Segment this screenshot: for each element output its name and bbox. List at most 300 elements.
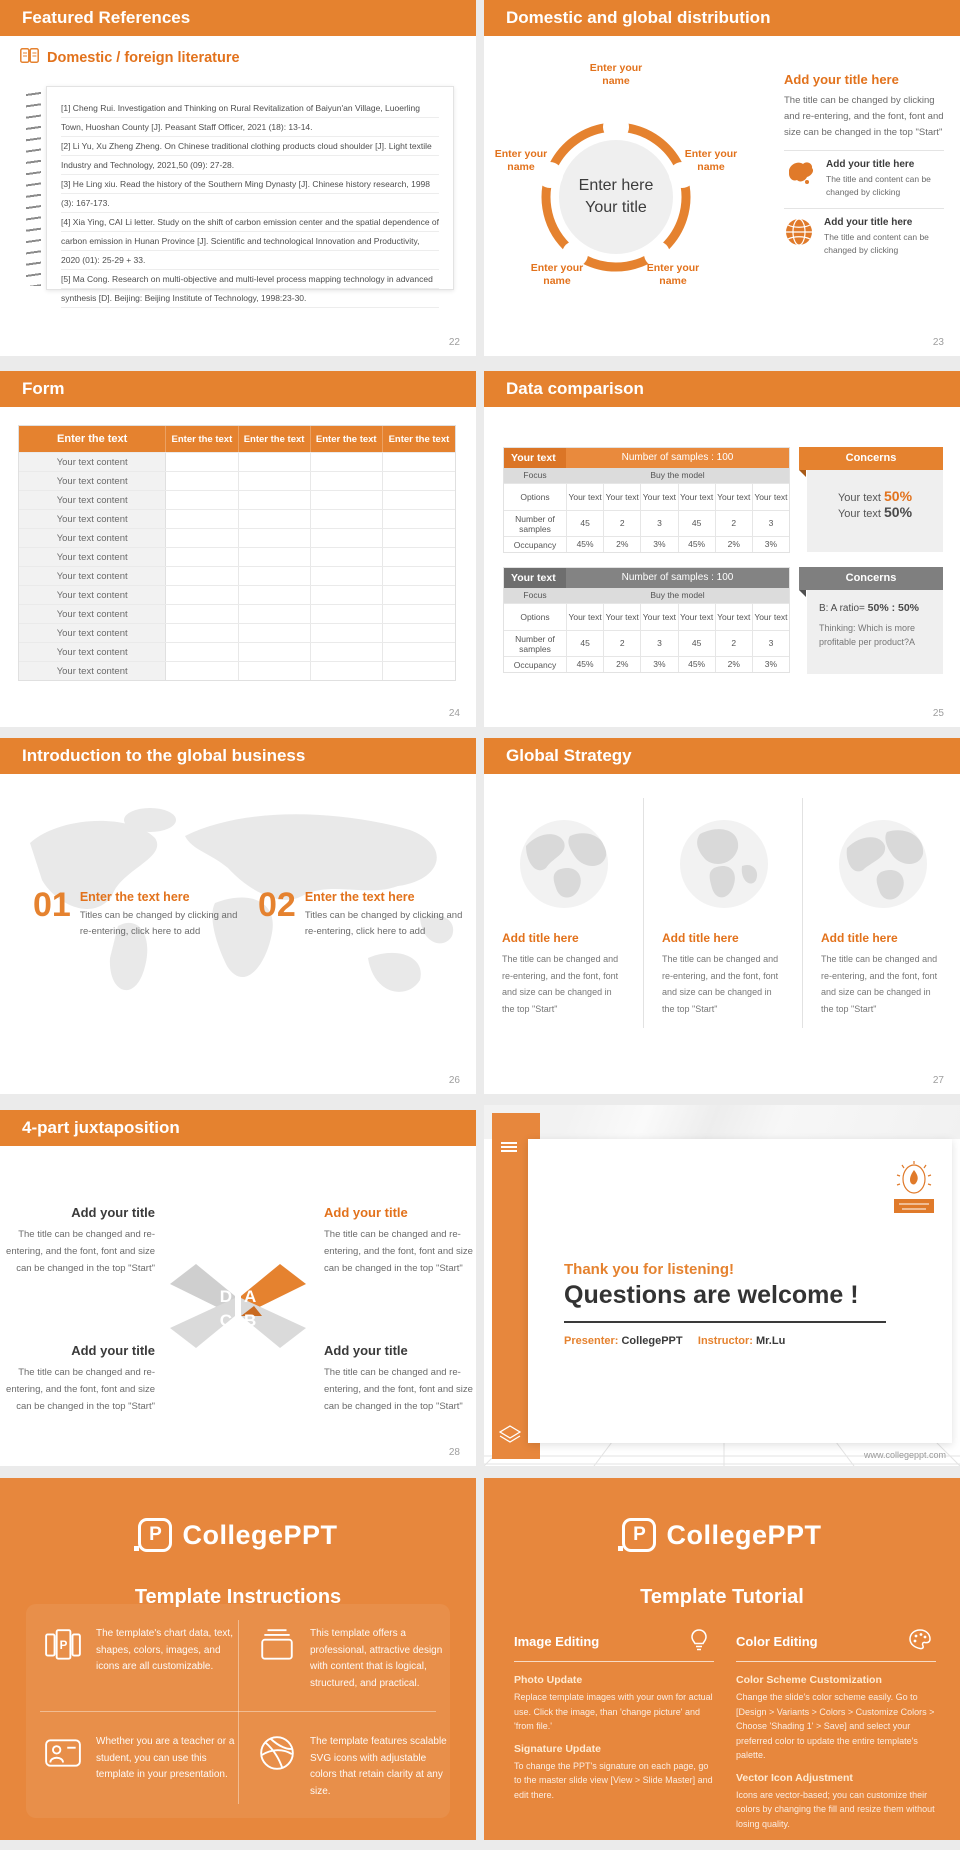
block-body: The title can be changed and re-entering, and the font, font and size can be changed in the top "Start" <box>324 1367 473 1412</box>
cell: 2% <box>603 537 640 552</box>
section-title: Vector Icon Adjustment <box>736 1771 853 1784</box>
svg-ball-icon <box>258 1734 296 1772</box>
open-book-icon <box>20 48 39 68</box>
cell: Your text <box>715 484 752 510</box>
focus-label: Focus <box>523 590 547 600</box>
brand-name: CollegePPT <box>666 1519 822 1550</box>
cell: Your text <box>678 604 715 630</box>
row-label: Your text content <box>19 586 166 604</box>
empty-cell <box>239 605 311 623</box>
cell: 45% <box>566 657 603 672</box>
university-logo <box>892 1161 936 1219</box>
table-row <box>19 528 455 547</box>
comparison-table-orange <box>503 447 790 553</box>
panel-item-title: Add your title here <box>826 159 915 170</box>
cell: Your text <box>640 484 677 510</box>
slide-25-header: Data comparison <box>484 371 960 407</box>
table-row <box>19 661 455 680</box>
occupancy-row <box>504 536 789 552</box>
ratio-value: 50% : 50% <box>867 602 920 614</box>
slide-25-data-comparison[interactable] <box>484 371 960 727</box>
empty-cell <box>166 491 238 509</box>
instruction-item <box>44 1626 244 1676</box>
empty-cell <box>311 491 383 509</box>
letter-b: B <box>244 1311 257 1330</box>
table-row <box>19 623 455 642</box>
panel-item-text <box>826 159 944 199</box>
options-row <box>504 483 789 510</box>
item-title: Enter the text here <box>79 890 190 904</box>
instruction-text: The template features scalable SVG icons with adjustable colors that retain clarity at any size. <box>310 1736 447 1797</box>
empty-cell <box>166 453 238 471</box>
concerns-note: Thinking: Which is more profitable per product?A <box>819 623 916 647</box>
row-label: Your text content <box>19 548 166 566</box>
table-row <box>19 490 455 509</box>
row-label: Options <box>520 492 550 502</box>
slide-23-header: Domestic and global distribution <box>484 0 960 36</box>
row-label: Number of samples <box>515 633 555 654</box>
panel-title: Template Instructions <box>134 1586 342 1608</box>
empty-cell <box>166 548 238 566</box>
slide-27-global-strategy[interactable] <box>484 738 960 1094</box>
table-row <box>19 604 455 623</box>
table-row <box>19 642 455 661</box>
panel-item <box>784 150 944 199</box>
china-map-icon <box>784 159 816 199</box>
empty-cell <box>383 548 455 566</box>
form-col-header: Enter the text <box>166 426 238 452</box>
design-tray-icon <box>258 1626 296 1664</box>
cell: 3 <box>752 631 789 656</box>
thank-you-card <box>528 1139 952 1443</box>
table-subtitle: Number of samples : 100 <box>566 448 789 468</box>
thank-you-subtitle: Thank you for listening! <box>564 1261 735 1278</box>
block-body: The title can be changed and re-entering, and the font, font and size can be changed in the top "Start" <box>324 1229 473 1274</box>
text-block-bottom-left <box>5 1343 155 1415</box>
focus-value: Buy the model <box>650 590 705 600</box>
reference-item: [1] Cheng Rui. Investigation and Thinking on Rural Revitalization of Baiyun'an Village, Luoerling Town, Huoshan County [J]. Peasant Staff Officer, 2021 (18): 13-14. <box>61 103 421 132</box>
page-number: 28 <box>448 1447 460 1458</box>
spiral-binding-icon <box>26 90 41 286</box>
empty-cell <box>239 643 311 661</box>
focus-label: Focus <box>523 470 547 480</box>
letter-d: D <box>219 1287 232 1306</box>
tutorial-header-label: Color Editing <box>736 1634 818 1649</box>
diagram-node-label: Enter your name <box>494 148 548 173</box>
numbered-item-1 <box>33 888 250 940</box>
options-row <box>504 603 789 630</box>
text-block-top-left <box>5 1205 155 1277</box>
block-body: The title can be changed and re-entering, and the font, font and size can be changed in the top "Start" <box>6 1367 155 1412</box>
row-label: Your text content <box>19 529 166 547</box>
panel-item <box>784 208 944 257</box>
section-title: Domestic / foreign literature <box>47 50 240 66</box>
slide-24-header: Form <box>0 371 476 407</box>
instruction-text: Whether you are a teacher or a student, you can use this template in your presentation. <box>96 1736 235 1780</box>
samples-row <box>504 510 789 536</box>
section-body: Replace template images with your own for actual use. Click the image, than 'change picture' and 'from file.' <box>514 1692 713 1731</box>
section-title: Signature Update <box>514 1742 601 1755</box>
empty-cell <box>383 662 455 680</box>
empty-cell <box>166 605 238 623</box>
instructor-name: Mr.Lu <box>755 1335 786 1347</box>
presenter-name: CollegePPT <box>621 1335 683 1347</box>
diagram-node-label: Enter your name <box>684 148 738 173</box>
cell: 45 <box>566 631 603 656</box>
empty-cell <box>383 510 455 528</box>
slide-24-form[interactable] <box>0 371 476 727</box>
empty-cell <box>239 586 311 604</box>
empty-cell <box>166 510 238 528</box>
empty-cell <box>166 472 238 490</box>
column-title: Add title here <box>821 931 898 945</box>
table-title: Your text <box>504 448 566 468</box>
slide-28-header: 4-part juxtaposition <box>0 1110 476 1146</box>
column-body: The title can be changed and re-entering, and the font, font and size can be changed in the top "Start" <box>502 954 619 1014</box>
ratio-label: B: A ratio= <box>819 603 865 614</box>
cell: 45% <box>678 657 715 672</box>
underline-rule <box>564 1321 886 1323</box>
concerns-body <box>807 590 943 674</box>
slide-28-four-part[interactable] <box>0 1110 476 1466</box>
slide-26-global-business[interactable] <box>0 738 476 1094</box>
cell: 2% <box>715 537 752 552</box>
cell: 3 <box>640 511 677 536</box>
teacher-card-icon <box>44 1734 82 1772</box>
cell: 2% <box>603 657 640 672</box>
empty-cell <box>383 586 455 604</box>
block-title: Add your title <box>324 1205 408 1220</box>
empty-cell <box>311 453 383 471</box>
globe-graphic <box>678 818 770 910</box>
section-title: Color Scheme Customization <box>736 1674 882 1686</box>
samples-row <box>504 630 789 656</box>
panel-template-tutorial <box>484 1478 960 1840</box>
layers-icon <box>499 1425 521 1445</box>
reference-item: [3] He Ling xiu. Read the history of the Southern Ming Dynasty [J]. Chinese history research, 1998 (3): 167-173. <box>61 179 430 208</box>
row-label: Your text content <box>19 567 166 585</box>
empty-cell <box>311 548 383 566</box>
empty-cell <box>239 548 311 566</box>
form-col-header: Enter the text <box>19 426 166 452</box>
tutorial-section <box>736 1772 936 1832</box>
globe-graphic <box>837 818 929 910</box>
tutorial-header <box>736 1634 936 1662</box>
empty-cell <box>383 624 455 642</box>
row-label: Your text content <box>19 643 166 661</box>
cell: 3% <box>752 657 789 672</box>
ratio-line <box>807 590 943 614</box>
table-row <box>19 566 455 585</box>
instruction-text: The template's chart data, text, shapes, colors, images, and icons are all customizable. <box>96 1628 233 1672</box>
empty-cell <box>383 491 455 509</box>
instructor-label: Instructor: <box>697 1335 753 1347</box>
row-label: Occupancy <box>513 659 557 670</box>
empty-cell <box>239 491 311 509</box>
item-text <box>305 888 475 940</box>
brand-name: CollegePPT <box>182 1519 338 1550</box>
cell: Your text <box>566 484 603 510</box>
section-title: Photo Update <box>514 1674 583 1686</box>
section-body: To change the PPT's signature on each page, go to the master slide view [View > Slide Master] and edit there. <box>514 1760 713 1800</box>
numbered-item-2 <box>258 888 475 940</box>
slide-26-header: Introduction to the global business <box>0 738 476 774</box>
tutorial-section <box>736 1674 936 1763</box>
item-text <box>80 888 250 940</box>
panel-item-body: The title and content can be changed by clicking <box>826 174 931 197</box>
presenter-row <box>564 1335 785 1347</box>
cell: 45% <box>678 537 715 552</box>
cell: Your text <box>603 604 640 630</box>
empty-cell <box>166 624 238 642</box>
empty-cell <box>239 453 311 471</box>
cell: 45 <box>678 511 715 536</box>
cell: 3 <box>640 631 677 656</box>
slide-thank-you[interactable] <box>484 1105 960 1466</box>
reference-item: [4] Xia Ying, CAI Li letter. Study on the shift of carbon emission center and the spatial dependence of carbon emission in Hunan Province [J]. Scientific and technological Innovation and Productivity, 2020 (01): 25-29 + 33. <box>61 217 440 265</box>
item-number: 02 <box>258 886 296 924</box>
slide-27-header: Global Strategy <box>484 738 960 774</box>
empty-cell <box>383 453 455 471</box>
instruction-item <box>258 1626 458 1692</box>
cell: 45% <box>566 537 603 552</box>
item-number: 01 <box>33 886 71 924</box>
empty-cell <box>239 472 311 490</box>
table-row <box>19 471 455 490</box>
panel-item-text <box>824 217 944 257</box>
page-number: 24 <box>448 708 460 719</box>
empty-cell <box>383 529 455 547</box>
empty-cell <box>239 624 311 642</box>
thank-you-title: Questions are welcome ! <box>564 1281 859 1309</box>
item-title: Enter the text here <box>304 890 415 904</box>
empty-cell <box>311 662 383 680</box>
empty-cell <box>166 567 238 585</box>
slide-23-distribution[interactable] <box>484 0 960 356</box>
reference-item: [2] Li Yu, Xu Zheng Zheng. On Chinese traditional clothing products cloud shoulder [J]. Light textile Industry and Technology, 2021,50 (09): 27-28. <box>61 141 432 170</box>
table-subheader-row <box>504 468 789 483</box>
row-label: Your text content <box>19 624 166 642</box>
concern-line <box>807 504 943 520</box>
card-divider-horizontal <box>40 1711 436 1712</box>
concern-label: Your text <box>837 508 881 520</box>
instruction-text: This template offers a professional, attractive design with content that is logical, structured, and practical. <box>310 1628 443 1689</box>
row-label: Number of samples <box>515 513 555 534</box>
bulb-icon <box>688 1628 710 1655</box>
tutorial-column-color-editing <box>736 1634 936 1840</box>
diagram-center-text <box>556 175 676 219</box>
form-col-header: Enter the text <box>239 426 311 452</box>
hamburger-icon <box>501 1141 517 1153</box>
empty-cell <box>166 586 238 604</box>
item-body: Titles can be changed by clicking and re-entering, click here to add <box>79 910 238 937</box>
panel-body: The title can be changed by clicking and re-entering, and the font, font and size can be changed in the top "Start" <box>784 95 944 138</box>
empty-cell <box>311 529 383 547</box>
form-table <box>18 425 456 681</box>
table-row <box>19 509 455 528</box>
collegeppt-logo-icon: P <box>622 1518 656 1552</box>
concern-value: 50% <box>884 488 913 504</box>
empty-cell <box>311 605 383 623</box>
ribbon-fold <box>799 590 806 597</box>
diagram-center-line2: Your title <box>585 199 647 216</box>
cell: 3% <box>640 657 677 672</box>
collegeppt-logo-icon: P <box>138 1518 172 1552</box>
brand-logo-row <box>484 1518 960 1552</box>
cell: 2 <box>715 511 752 536</box>
section-title-row <box>20 48 240 68</box>
letter-a: A <box>244 1287 257 1306</box>
empty-cell <box>166 662 238 680</box>
cell: 2% <box>715 657 752 672</box>
strategy-column <box>644 790 804 1040</box>
item-body: Titles can be changed by clicking and re-entering, click here to add <box>304 910 463 937</box>
cell: Your text <box>752 604 789 630</box>
page-number: 26 <box>448 1075 460 1086</box>
top-swoosh-decoration <box>484 1105 960 1139</box>
cell: 3 <box>752 511 789 536</box>
cell: 2 <box>603 511 640 536</box>
tutorial-column-image-editing <box>514 1634 714 1811</box>
cycle-diagram <box>484 0 764 330</box>
cell: 3% <box>640 537 677 552</box>
comparison-table-gray <box>503 567 790 673</box>
concern-label: Your text <box>837 492 881 504</box>
table-row <box>19 547 455 566</box>
concerns-title: Concerns <box>799 567 943 590</box>
letter-c: C <box>219 1311 232 1330</box>
block-title: Add your title <box>71 1205 155 1220</box>
svg-text:P: P <box>59 1639 68 1653</box>
cell: Your text <box>678 484 715 510</box>
empty-cell <box>311 510 383 528</box>
row-label: Occupancy <box>513 539 557 550</box>
text-block-top-right <box>324 1205 474 1277</box>
panel-template-instructions <box>0 1478 476 1840</box>
empty-cell <box>311 643 383 661</box>
empty-cell <box>311 624 383 642</box>
cell: 2 <box>603 631 640 656</box>
cell: Your text <box>752 484 789 510</box>
slide-23-right-panel <box>784 72 944 257</box>
diagram-center-line1: Enter here <box>578 177 654 194</box>
block-title: Add your title <box>71 1343 155 1358</box>
occupancy-row <box>504 656 789 672</box>
concerns-callout-orange <box>799 447 943 552</box>
row-label: Your text content <box>19 605 166 623</box>
globe-icon <box>784 217 814 257</box>
tutorial-section <box>514 1743 714 1803</box>
references-page <box>46 86 454 303</box>
empty-cell <box>311 567 383 585</box>
block-body: The title can be changed and re-entering, and the font, font and size can be changed in the top "Start" <box>6 1229 155 1274</box>
table-row <box>19 452 455 471</box>
strategy-column <box>484 790 644 1040</box>
form-col-header: Enter the text <box>388 433 450 445</box>
slide-22-featured-references[interactable] <box>0 0 476 356</box>
column-title: Add title here <box>662 931 739 945</box>
empty-cell <box>383 472 455 490</box>
table-row <box>19 585 455 604</box>
form-table-header-row <box>19 426 455 452</box>
diagram-node-label: Enter your name <box>530 262 584 287</box>
row-label: Options <box>520 612 550 622</box>
brand-logo-row <box>0 1518 476 1552</box>
form-col-header: Enter the text <box>311 426 383 452</box>
tutorial-header <box>514 1634 714 1662</box>
x-ribbon-graphic <box>166 1260 310 1352</box>
panel-item-title: Add your title here <box>824 217 913 228</box>
cell: Your text <box>603 484 640 510</box>
concern-line <box>807 488 943 504</box>
strategy-column <box>803 790 960 1040</box>
empty-cell <box>166 643 238 661</box>
empty-cell <box>239 662 311 680</box>
concerns-callout-gray <box>799 567 943 674</box>
cell: 2 <box>715 631 752 656</box>
column-body: The title can be changed and re-entering, and the font, font and size can be changed in the top "Start" <box>821 954 938 1014</box>
diagram-node-label: Enter your name <box>646 262 700 287</box>
cell: 45 <box>566 511 603 536</box>
empty-cell <box>239 510 311 528</box>
empty-cell <box>383 643 455 661</box>
panel-item-body: The title and content can be changed by clicking <box>824 232 929 255</box>
row-label: Your text content <box>19 472 166 490</box>
empty-cell <box>383 567 455 585</box>
empty-cell <box>239 529 311 547</box>
reference-item: [5] Ma Cong. Research on multi-objective and multi-level process mapping technology in advanced synthesis [D]. Beijing: Beijing Institute of Technology, 1998:23-30. <box>61 274 433 303</box>
empty-cell <box>311 586 383 604</box>
globe-graphic <box>518 818 610 910</box>
row-label: Your text content <box>19 662 166 680</box>
section-body: Change the slide's color scheme easily. Go to [Design > Variants > Colors > Customize Colors > Choose 'Shading 1' > Save] and select your preferred color to update the entire template's palette. <box>736 1692 935 1760</box>
cell: 3% <box>752 537 789 552</box>
column-title: Add title here <box>502 931 579 945</box>
row-label: Your text content <box>19 491 166 509</box>
concern-value: 50% <box>884 504 913 520</box>
page-number: 27 <box>932 1075 944 1086</box>
cell: 45 <box>678 631 715 656</box>
table-title-row <box>504 568 789 588</box>
cell: Your text <box>640 604 677 630</box>
section-body: Icons are vector-based; you can customize their colors by changing the fill and resize them without losing quality. <box>736 1789 935 1829</box>
row-label: Your text content <box>19 510 166 528</box>
focus-value: Buy the model <box>650 470 705 480</box>
empty-cell <box>383 605 455 623</box>
empty-cell <box>311 472 383 490</box>
diagram-node-label: Enter your name <box>589 62 643 87</box>
presenter-label: Presenter: <box>564 1335 619 1347</box>
block-title: Add your title <box>324 1343 408 1358</box>
concerns-body <box>807 470 943 552</box>
chart-boards-icon <box>44 1626 82 1664</box>
cell: Your text <box>715 604 752 630</box>
panel-title: Add your title here <box>784 72 899 87</box>
palette-icon <box>908 1628 932 1653</box>
panel-title: Template Tutorial <box>640 1586 804 1608</box>
instruction-item <box>44 1734 244 1784</box>
table-subtitle: Number of samples : 100 <box>566 568 789 588</box>
website-url: www.collegeppt.com <box>863 1450 946 1460</box>
table-title: Your text <box>504 568 566 588</box>
tutorial-header-label: Image Editing <box>514 1634 600 1649</box>
instruction-item <box>258 1734 458 1800</box>
page-number: 23 <box>932 337 944 348</box>
empty-cell <box>239 567 311 585</box>
slide-22-header: Featured References <box>0 0 476 36</box>
references-list <box>61 99 439 308</box>
page-number: 25 <box>932 708 944 719</box>
